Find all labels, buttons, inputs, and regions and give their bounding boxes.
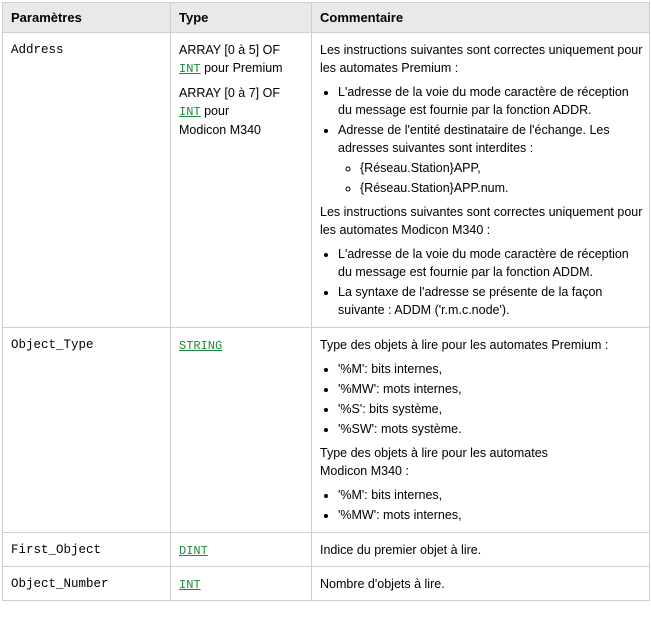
list-item: • '%M': bits internes, xyxy=(338,486,643,504)
intro-m340: Type des objets à lire pour les automates Modicon M340 : xyxy=(320,446,548,478)
type-link-int[interactable]: INT xyxy=(179,578,201,592)
type-cell-object-number xyxy=(171,567,312,601)
table-row-object-number xyxy=(3,567,650,601)
table-row-first-object xyxy=(3,533,650,567)
list-item: • '%S': bits système, xyxy=(338,400,643,418)
table-row-address xyxy=(3,33,650,328)
type-link-int[interactable]: INT xyxy=(179,105,201,119)
premium-list xyxy=(320,83,643,197)
type-link-string[interactable]: STRING xyxy=(179,339,223,353)
comment-cell-object-type xyxy=(312,328,650,533)
table-row-object-type xyxy=(3,328,650,533)
type-suffix: pour xyxy=(200,104,230,118)
type-line: Modicon M340 xyxy=(179,123,261,137)
list-item-text: Adresse de l'entité destinataire de l'échange. Les adresses suivantes sont interdites : xyxy=(338,123,610,155)
list-item: ◦ {Réseau.Station}APP.num. xyxy=(360,179,643,197)
header-parameters: Paramètres xyxy=(3,3,171,33)
list-item: • '%MW': mots internes, xyxy=(338,380,643,398)
type-link-dint[interactable]: DINT xyxy=(179,544,208,558)
m340-list xyxy=(320,486,643,524)
intro-m340: Les instructions suivantes sont correctes uniquement pour les automates Modicon M340 : xyxy=(320,205,643,237)
param-name-object-type: Object_Type xyxy=(3,328,171,533)
forbidden-list xyxy=(338,159,643,197)
m340-list xyxy=(320,245,643,319)
parameters-table xyxy=(2,2,650,601)
list-item: • L'adresse de la voie du mode caractère de réception du message est fournie par la fonction ADDM. xyxy=(338,245,643,281)
type-suffix: pour Premium xyxy=(200,61,283,75)
type-cell-first-object xyxy=(171,533,312,567)
list-item: • '%SW': mots système. xyxy=(338,420,643,438)
param-name-object-number: Object_Number xyxy=(3,567,171,601)
param-name-first-object: First_Object xyxy=(3,533,171,567)
comment-cell-first-object: Indice du premier objet à lire. xyxy=(312,533,650,567)
list-item: • La syntaxe de l'adresse se présente de la façon suivante : ADDM ('r.m.c.node'). xyxy=(338,283,643,319)
type-line: ARRAY [0 à 7] OF xyxy=(179,86,280,100)
type-cell-address xyxy=(171,33,312,328)
list-item: ◦ {Réseau.Station}APP, xyxy=(360,159,643,177)
premium-list xyxy=(320,360,643,438)
type-line: ARRAY [0 à 5] OF xyxy=(179,43,280,57)
type-link-int[interactable]: INT xyxy=(179,62,201,76)
intro-premium: Type des objets à lire pour les automates Premium : xyxy=(320,338,609,352)
table-header-row xyxy=(3,3,650,33)
list-item: • '%M': bits internes, xyxy=(338,360,643,378)
list-item xyxy=(338,121,643,197)
comment-cell-object-number: Nombre d'objets à lire. xyxy=(312,567,650,601)
comment-cell-address xyxy=(312,33,650,328)
list-item: • L'adresse de la voie du mode caractère de réception du message est fournie par la fonction ADDR. xyxy=(338,83,643,119)
header-type: Type xyxy=(171,3,312,33)
param-name-address: Address xyxy=(3,33,171,328)
list-item: • '%MW': mots internes, xyxy=(338,506,643,524)
header-comment: Commentaire xyxy=(312,3,650,33)
type-cell-object-type xyxy=(171,328,312,533)
intro-premium: Les instructions suivantes sont correctes uniquement pour les automates Premium : xyxy=(320,43,643,75)
